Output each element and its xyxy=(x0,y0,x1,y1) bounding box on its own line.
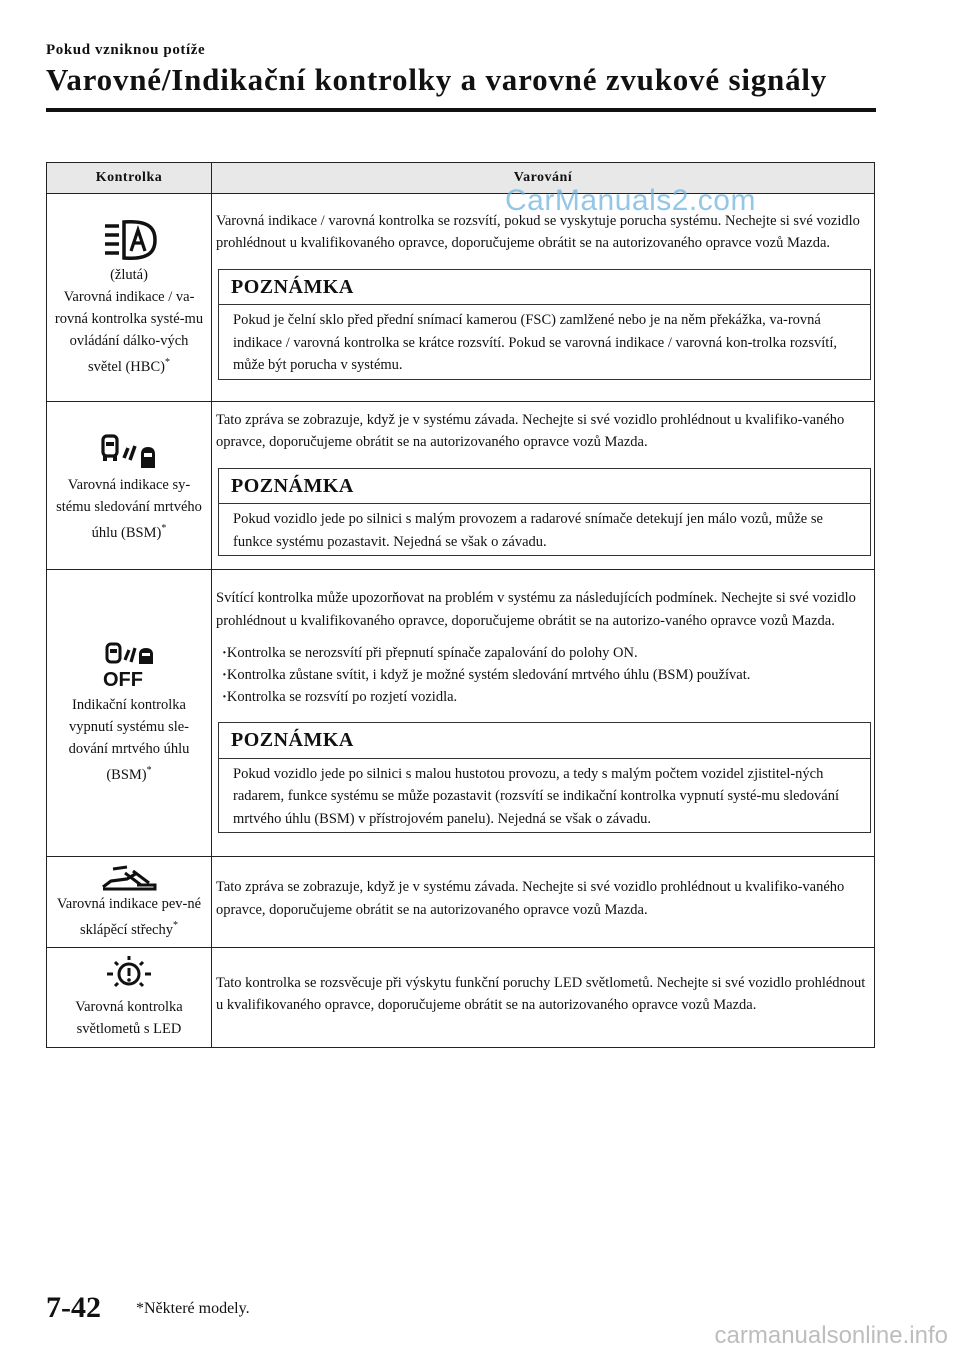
table-row xyxy=(47,570,875,857)
svg-text:OFF: OFF xyxy=(103,669,143,692)
warning-cell xyxy=(212,402,875,570)
indicator-label: Varovná indikace pev-né sklápěcí střechy* xyxy=(56,896,202,938)
indicator-label: Varovná indikace / va-rovná kontrolka systé-mu ovládání dálko-vých světel (HBC)* xyxy=(54,288,204,375)
warning-cell xyxy=(212,194,875,402)
watermark: CarManuals2.com xyxy=(505,184,756,217)
warning-cell xyxy=(212,570,875,857)
section-title: Pokud vzniknou potíže xyxy=(46,42,206,58)
indicator-label: Indikační kontrolka vypnutí systému sle-dování mrtvého úhlu (BSM)* xyxy=(68,697,190,783)
list-item: · Kontrolka se rozsvítí po rozjetí vozidla. xyxy=(222,686,870,708)
indicator-label: Varovná kontrolka světlometů s LED xyxy=(75,999,183,1038)
indicator-cell xyxy=(47,402,212,570)
warning-text: Tato zpráva se zobrazuje, když je v systému závada. Nechejte si své vozidlo prohlédnout u kvalifiko-vaného opravce, doporučujeme obrátit se na autorizovaného opravce vozů Mazda. xyxy=(216,411,845,451)
warning-text: Varovná indikace / varovná kontrolka se rozsvítí, pokud se vyskytuje porucha systému. Nechejte si své vozidlo prohlédnout u kvalifikovaného opravce, doporučujeme obrátit se na autorizovaného opravce vozů Mazda. xyxy=(216,212,860,251)
column-header-kontrolka: Kontrolka xyxy=(47,163,212,194)
table-row xyxy=(47,857,875,948)
indicator-cell xyxy=(47,194,212,402)
column-header-varovani: Varování xyxy=(212,163,875,194)
indicator-cell xyxy=(47,857,212,948)
note-box xyxy=(218,468,871,557)
retractable-roof-icon xyxy=(51,863,207,891)
bsm-off-icon xyxy=(51,640,207,692)
note-title: POZNÁMKA xyxy=(219,270,870,306)
warning-text: Tato kontrolka se rozsvěcuje při výskytu funkční poruchy LED světlometů. Nechejte si své vozidlo prohlédnout u kvalifikovaného opravce, doporučujeme obrátit se na autorizovaného opravce vozů Mazda. xyxy=(216,974,866,1014)
warning-cell xyxy=(212,857,875,948)
note-box xyxy=(218,722,871,833)
indicator-label: Varovná indikace sy-stému sledování mrtvého úhlu (BSM)* xyxy=(56,476,202,541)
indicator-color: (žlutá) xyxy=(110,266,148,283)
page-title: Varovné/Indikační kontrolky a varovné zvukové signály xyxy=(46,62,828,97)
warning-cell xyxy=(212,947,875,1047)
indicator-cell xyxy=(47,947,212,1047)
warning-text: Svítící kontrolka může upozorňovat na problém v systému za následujících podmínek. Nechejte si své vozidlo prohlédnout u kvalifikovaného opravce, doporučujeme obrátit se na autorizo-vaného opravce vozů Mazda. xyxy=(216,590,856,629)
page-number: 7-42 xyxy=(46,1291,101,1324)
list-item: · Kontrolka se nerozsvítí při přepnutí spínače zapalování do polohy ON. xyxy=(222,642,870,664)
warning-text: Tato zpráva se zobrazuje, když je v systému závada. Nechejte si své vozidlo prohlédnout u kvalifiko-vaného opravce, doporučujeme obrátit se na autorizovaného opravce vozů Mazda. xyxy=(216,879,845,918)
warning-lights-table xyxy=(46,162,875,1048)
table-row xyxy=(47,194,875,402)
blind-spot-monitoring-icon xyxy=(51,428,207,472)
note-text: Pokud je čelní sklo před přední snímací kamerou (FSC) zamlžené nebo je na něm překážka, va-rovná indikace / varovná kontrolka se krátce rozsvítí. Pokud se varovná indikace / varovná kon-trolka rozsvítí, může být porucha v systému. xyxy=(233,312,837,373)
note-text: Pokud vozidlo jede po silnici s malým provozem a radarové snímače detekují jen málo vozů, může se funkce systému pozastavit. Nejedná se však o závadu. xyxy=(233,511,823,550)
note-text: Pokud vozidlo jede po silnici s malou hustotou provozu, a tedy s malým počtem vozidel zjistitel-ných radarem, funkce systému se může pozastavit (rozsvítí se indikační kontrolka vypnutí systé-mu sledování mrtvého úhlu (BSM) v přístrojovém panelu). Nejedná se však o závadu. xyxy=(233,765,840,827)
title-rule xyxy=(46,108,876,112)
condition-list xyxy=(222,642,870,708)
list-item: · Kontrolka zůstane svítit, i když je možné systém sledování mrtvého úhlu (BSM) používat. xyxy=(222,664,870,686)
headlight-auto-a-icon xyxy=(51,218,207,262)
indicator-cell xyxy=(47,570,212,857)
note-title: POZNÁMKA xyxy=(219,469,870,505)
note-title: POZNÁMKA xyxy=(219,723,870,759)
site-watermark: carmanualsonline.info xyxy=(714,1322,948,1349)
led-headlight-warning-icon xyxy=(51,954,207,994)
footnote: *Některé modely. xyxy=(136,1300,250,1317)
table-row xyxy=(47,947,875,1047)
table-row xyxy=(47,402,875,570)
note-box xyxy=(218,269,871,380)
